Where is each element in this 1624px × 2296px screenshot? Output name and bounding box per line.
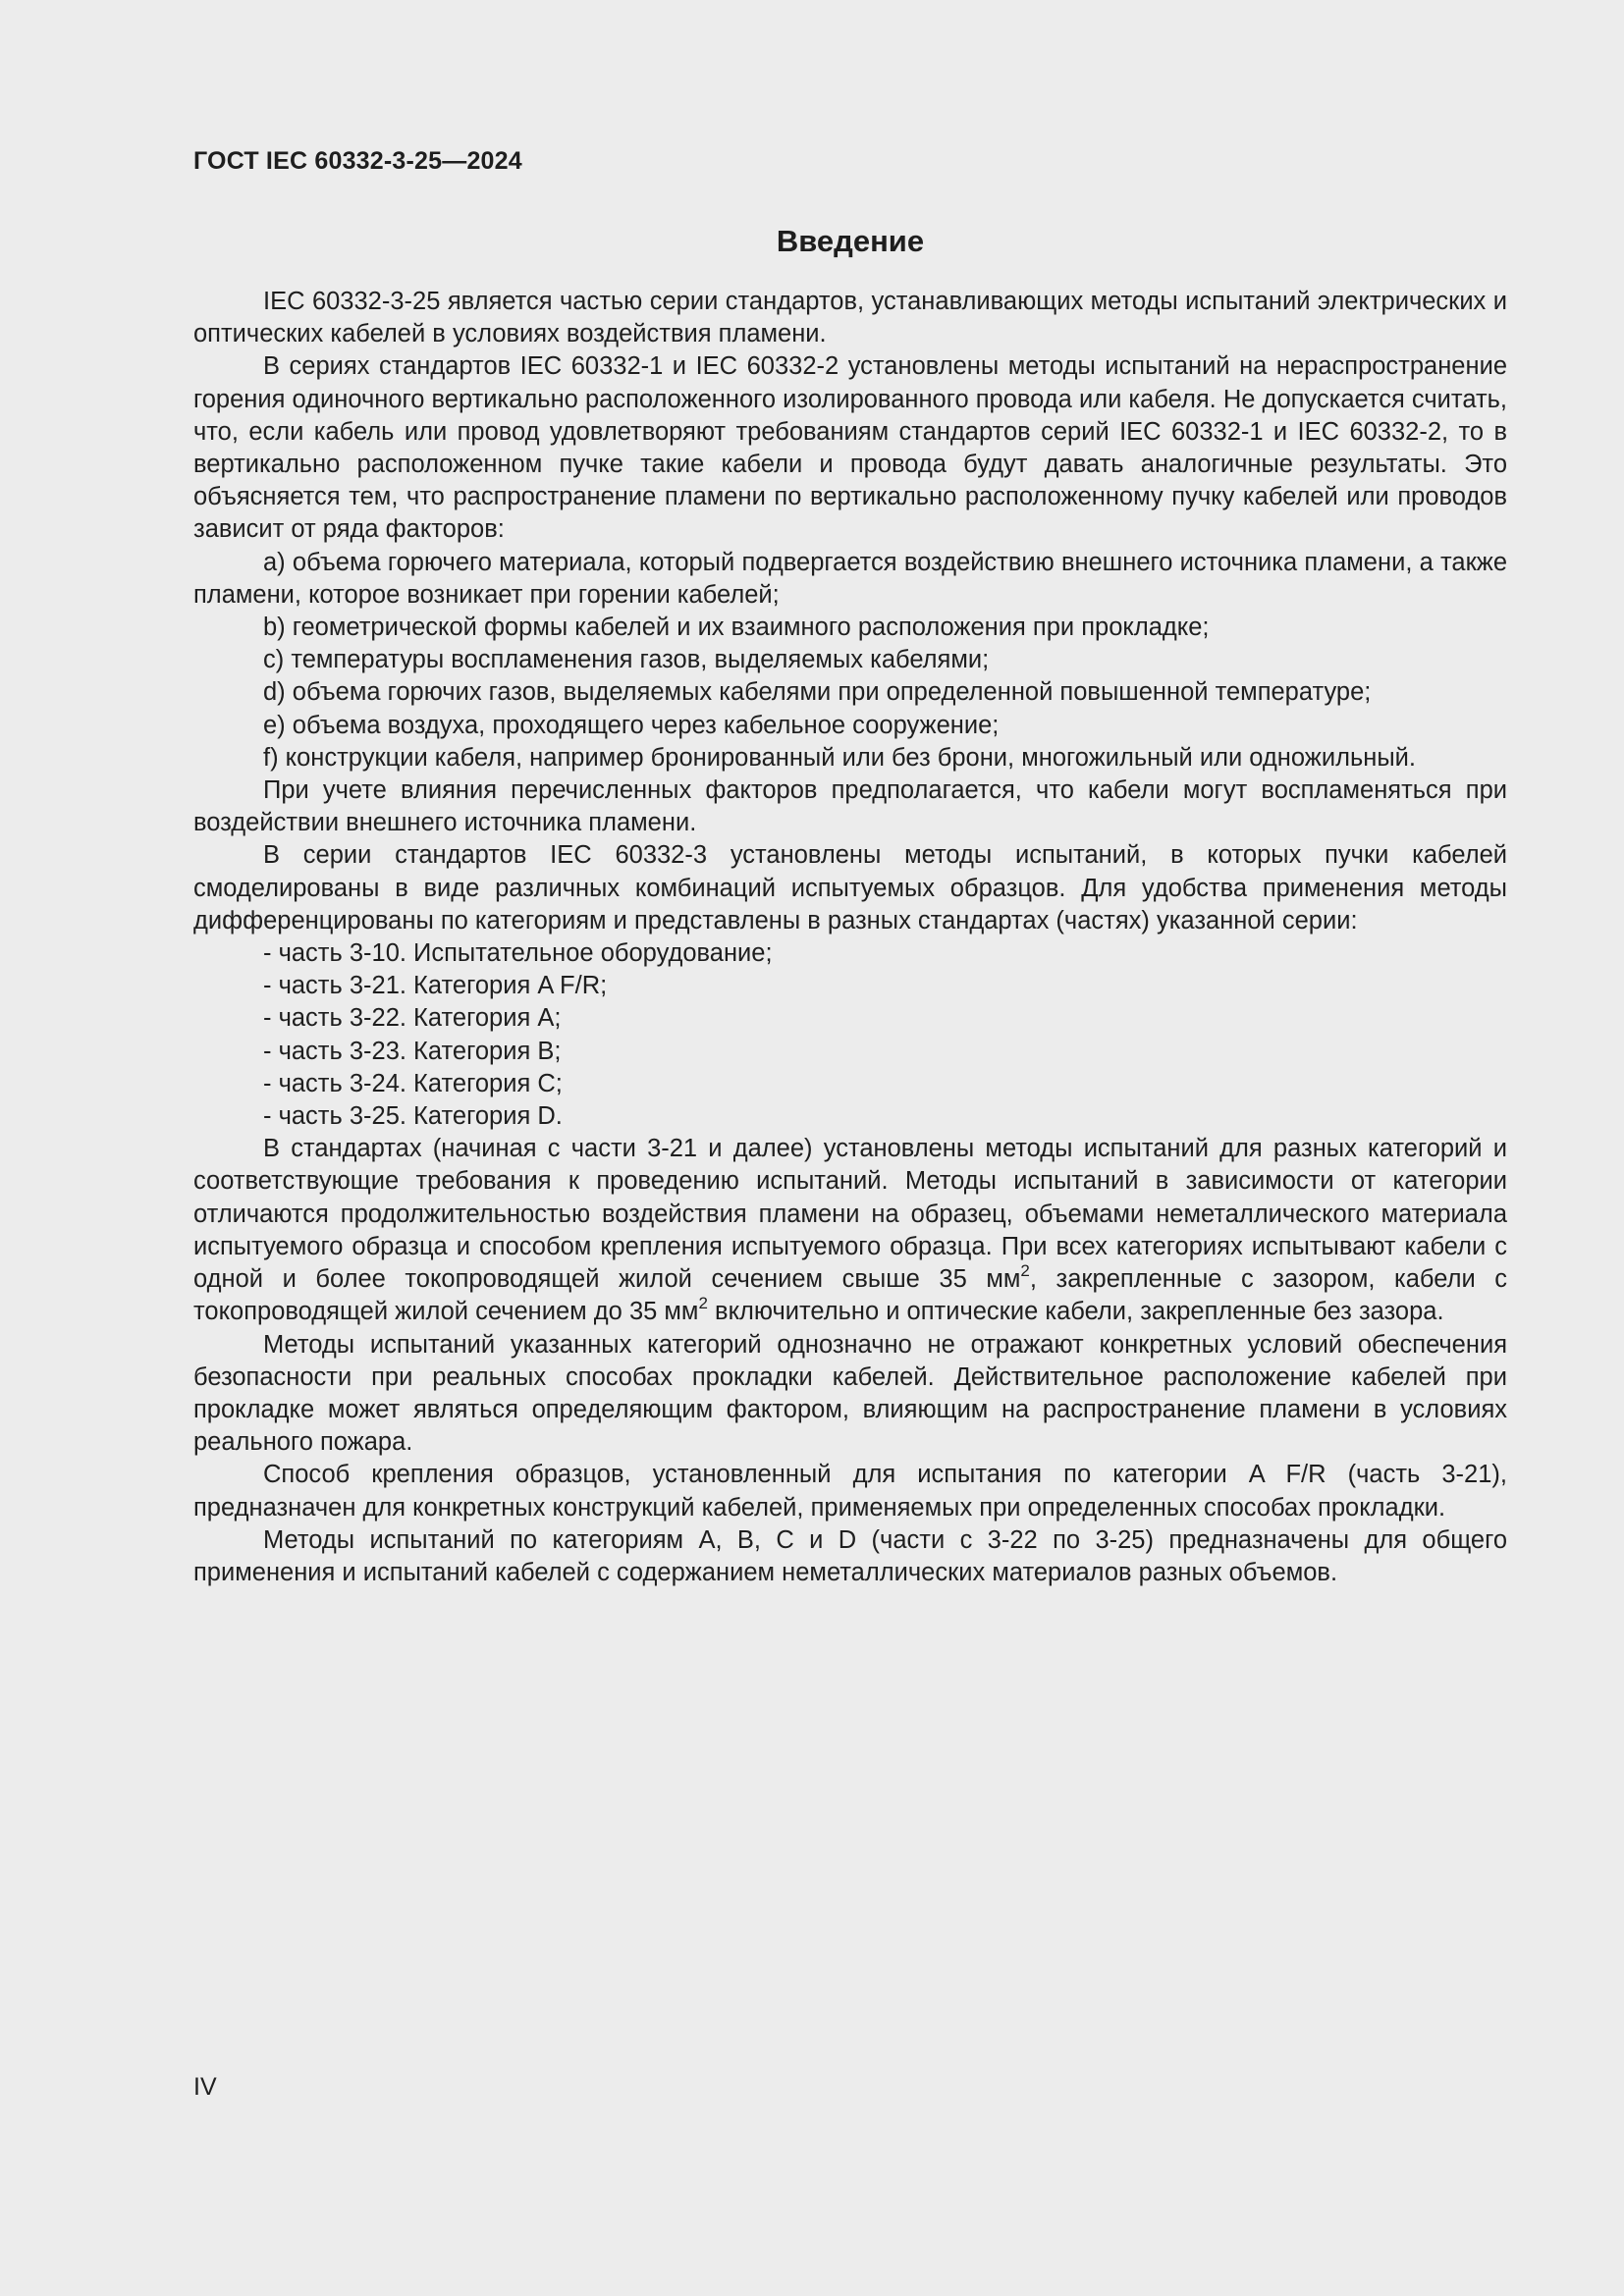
dash-list-item: - часть 3-22. Категория A; — [263, 1004, 562, 1033]
paragraph: При учете влияния перечисленных факторов предполагается, что кабели могут воспламеняться при воздействии внешнего источника пламени. — [193, 776, 1507, 837]
paragraph-text: включительно и оптические кабели, закрепленные без зазора. — [707, 1298, 1444, 1326]
paragraph-text: В стандартах (начиная с части 3-21 и далее) установлены методы испытаний для разных категорий и соответствующие требования к проведению испытаний. Методы испытаний в зависимости от категории отличаются продолжительностью воздействия пламени на образец, объемами неметаллического материала испытуемого образца и способом крепления испытуемого образца. При всех категориях испытывают кабели с одной и более токопроводящей жилой сечением свыше 35 мм — [193, 1135, 1507, 1294]
document-code: ГОСТ IEC 60332-3-25—2024 — [193, 147, 522, 175]
section-title: Введение — [776, 224, 925, 258]
dash-list-item: - часть 3-25. Категория D. — [263, 1102, 563, 1131]
dash-list-item: - часть 3-24. Категория C; — [263, 1069, 563, 1097]
list-item: a) объема горючего материала, который подвергается воздействию внешнего источника пламени, а также пламени, которое возникает при горении кабелей; — [193, 548, 1507, 609]
dash-list-item: - часть 3-23. Категория B; — [263, 1037, 562, 1065]
list-item: b) геометрической формы кабелей и их взаимного расположения при прокладке; — [263, 614, 1210, 642]
dash-list-item: - часть 3-21. Категория A F/R; — [263, 972, 608, 1000]
document-body — [193, 286, 1507, 1589]
superscript: 2 — [1020, 1260, 1030, 1280]
paragraph: Методы испытаний указанных категорий однозначно не отражают конкретных условий обеспечения безопасности при реальных способах прокладки кабелей. Действительное расположение кабелей при прокладке может являться определяющим фактором, влияющим на распространение пламени в условиях реального пожара. — [193, 1330, 1507, 1457]
page-number: IV — [193, 2073, 217, 2101]
list-item: c) температуры воспламенения газов, выделяемых кабелями; — [263, 646, 990, 674]
list-item: f) конструкции кабеля, например бронированный или без брони, многожильный или одножильный. — [263, 743, 1416, 772]
paragraph: В сериях стандартов IEC 60332-1 и IEC 60332-2 установлены методы испытаний на нераспространение горения одиночного вертикально расположенного изолированного провода или кабеля. Не допускается считать, что, если кабель или провод удовлетворяют требованиям стандартов серий IEC 60332-1 и IEC 60332-2, то в вертикально расположенном пучке такие кабели и провода будут давать аналогичные результаты. Это объясняется тем, что распространение пламени по вертикально расположенному пучку кабелей или проводов зависит от ряда факторов: — [193, 352, 1507, 544]
dash-list-item: - часть 3-10. Испытательное оборудование; — [263, 939, 773, 968]
paragraph — [193, 1133, 1507, 1328]
paragraph: Способ крепления образцов, установленный для испытания по категории A F/R (часть 3-21), предназначен для конкретных конструкций кабелей, применяемых при определенных способах прокладки. — [193, 1461, 1507, 1522]
paragraph-text: , закрепленные с зазором, кабели с токопроводящей жилой сечением до 35 мм — [193, 1265, 1508, 1326]
paragraph: Методы испытаний по категориям A, B, C и D (части с 3-22 по 3-25) предназначены для общего применения и испытаний кабелей с содержанием неметаллических материалов разных объемов. — [193, 1525, 1507, 1586]
list-item: d) объема горючих газов, выделяемых кабелями при определенной повышенной температуре; — [263, 678, 1372, 707]
superscript: 2 — [698, 1293, 708, 1312]
list-item: e) объема воздуха, проходящего через кабельное сооружение; — [263, 711, 1000, 739]
paragraph: IEC 60332-3-25 является частью серии стандартов, устанавливающих методы испытаний электрических и оптических кабелей в условиях воздействия пламени. — [193, 288, 1507, 348]
paragraph: В серии стандартов IEC 60332-3 установлены методы испытаний, в которых пучки кабелей смоделированы в виде различных комбинаций испытуемых образцов. Для удобства применения методы дифференцированы по категориям и представлены в разных стандартах (частях) указанной серии: — [193, 841, 1507, 934]
